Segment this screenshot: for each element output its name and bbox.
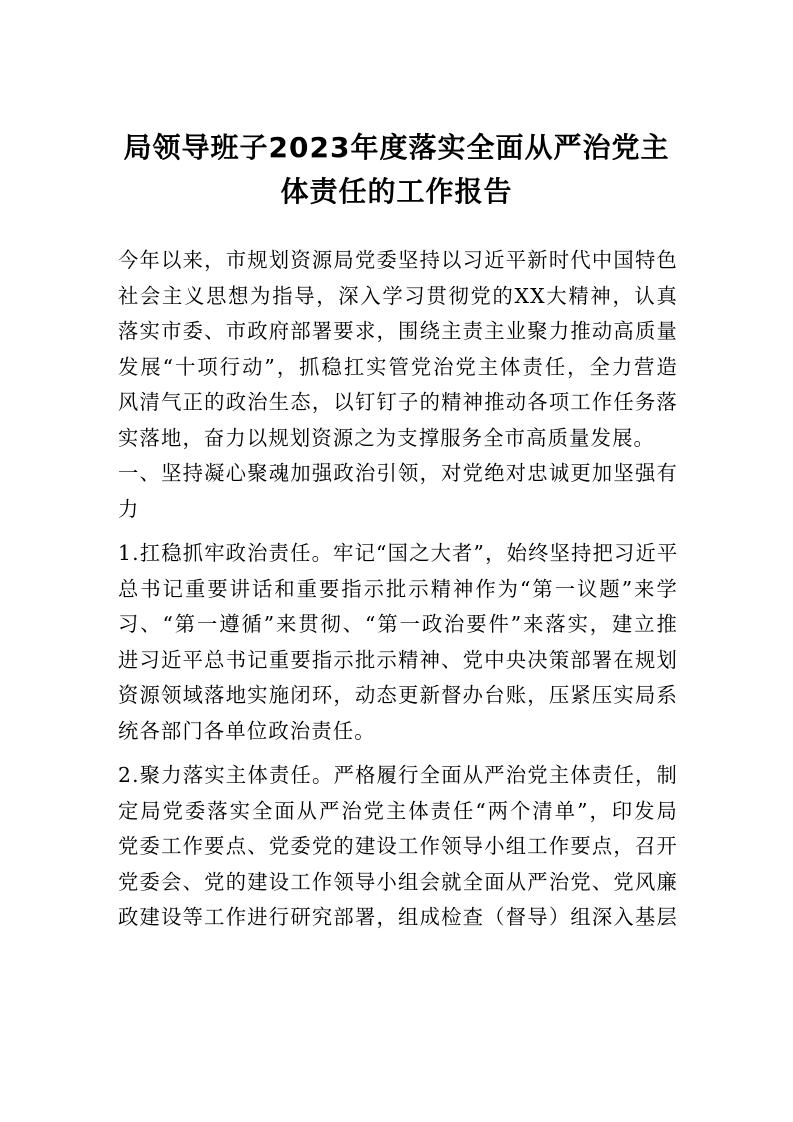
text-line: 2.聚力落实主体责任。严格履行全面从严治党主体责任，制 bbox=[118, 763, 678, 787]
item-2-paragraph bbox=[118, 758, 678, 936]
text-line: 进习近平总书记重要指示批示精神、党中央决策部署在规划 bbox=[118, 647, 678, 672]
document-title-line-1: 局领导班子2023年度落实全面从严治党主 bbox=[123, 131, 670, 164]
text-line: 今年以来，市规划资源局党委坚持以习近平新时代中国特色 bbox=[118, 248, 678, 272]
text-line: 统各部门各单位政治责任。 bbox=[118, 718, 376, 743]
text-line: 1.扛稳抓牢政治责任。牢记“国之大者”，始终坚持把习近平 bbox=[118, 541, 679, 565]
text-line: 社会主义思想为指导，深入学习贯彻党的XX大精神，认真 bbox=[118, 283, 678, 308]
text-line: 发展“十项行动”，抓稳扛实管党治党主体责任，全力营造 bbox=[118, 354, 678, 379]
text-line: 政建设等工作进行研究部署，组成检查（督导）组深入基层 bbox=[118, 905, 678, 929]
text-line: 风清气正的政治生态，以钉钉子的精神推动各项工作任务落 bbox=[118, 390, 678, 414]
text-line: 实落地，奋力以规划资源之为支撑服务全市高质量发展。 bbox=[118, 425, 656, 450]
intro-paragraph bbox=[118, 243, 678, 456]
text-line: 党委会、党的建设工作领导小组会就全面从严治党、党风廉 bbox=[118, 869, 678, 894]
section-1-heading bbox=[118, 456, 678, 527]
text-line: 总书记重要讲话和重要指示批示精神作为“第一议题”来学 bbox=[118, 576, 678, 601]
text-line: 定局党委落实全面从严治党主体责任“两个清单”，印发局 bbox=[118, 798, 678, 823]
text-line: 落实市委、市政府部署要求，围绕主责主业聚力推动高质量 bbox=[118, 319, 678, 343]
text-line: 党委工作要点、党委党的建设工作领导小组工作要点，召开 bbox=[118, 834, 678, 858]
document-body bbox=[118, 243, 678, 936]
text-line: 一、坚持凝心聚魂加强政治引领，对党绝对忠诚更加坚强有 bbox=[118, 461, 678, 485]
document-title-line-2: 体责任的工作报告 bbox=[280, 175, 513, 208]
text-line: 力 bbox=[118, 496, 140, 521]
item-1-paragraph bbox=[118, 536, 678, 749]
text-line: 资源领域落地实施闭环，动态更新督办台账，压紧压实局系 bbox=[118, 683, 678, 707]
text-line: 习、“第一遵循”来贯彻、“第一政治要件”来落实，建立推 bbox=[118, 612, 678, 636]
